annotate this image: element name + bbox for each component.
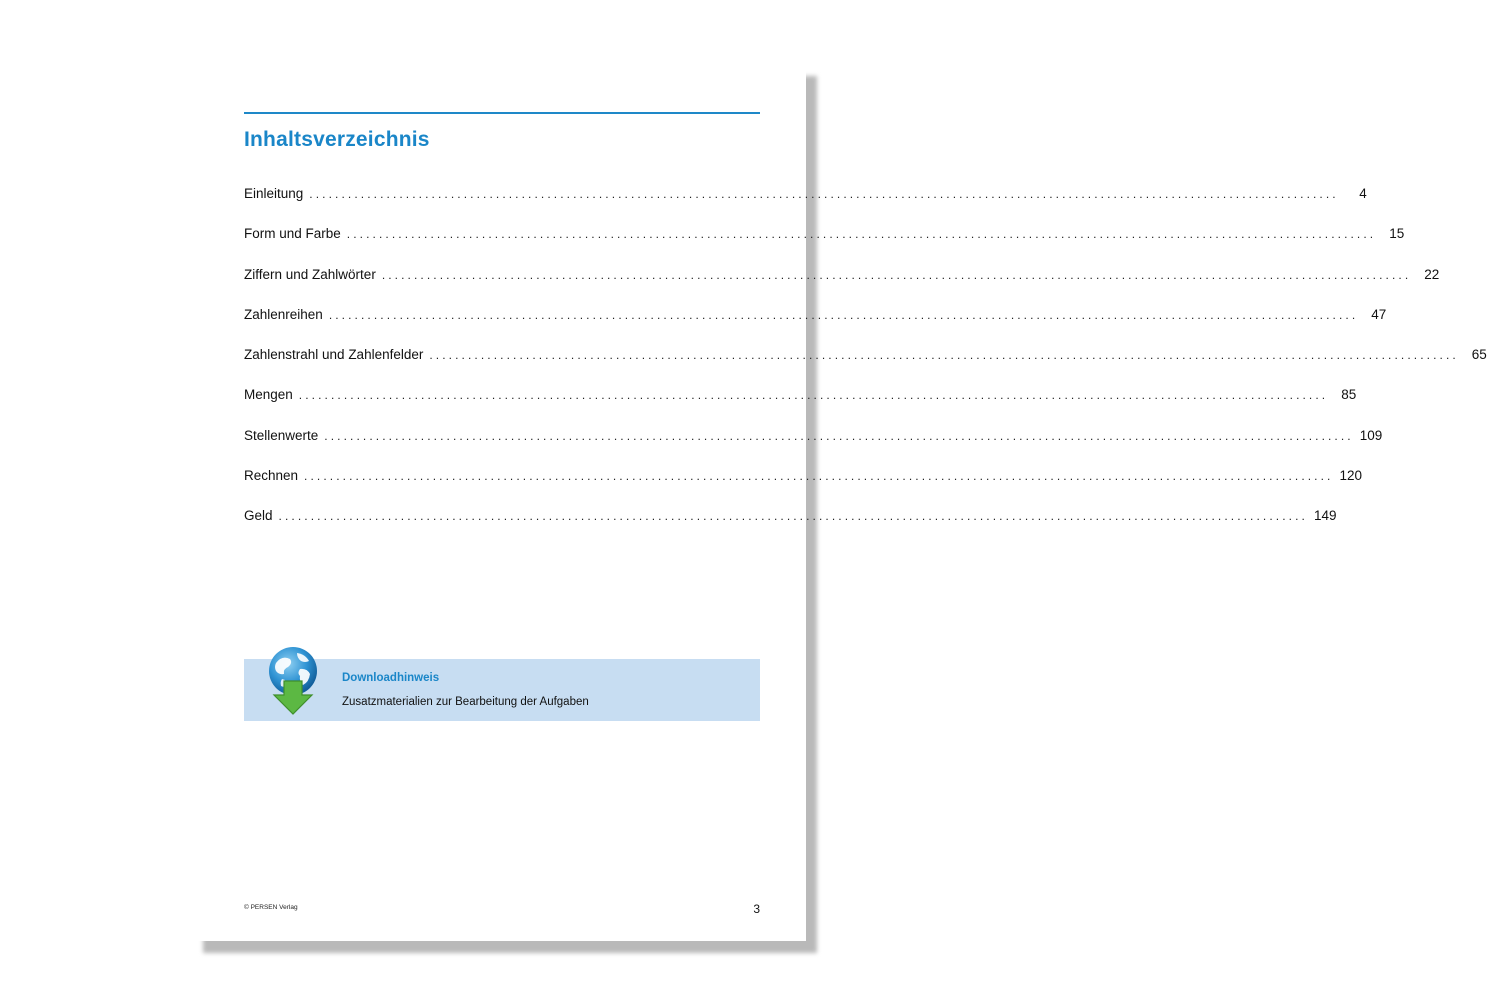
toc-leader-dots: ................................................................................................................................................................ <box>429 348 1459 363</box>
toc-entry-rechnen[interactable] <box>244 468 1363 508</box>
toc-entry-page: 109 <box>1359 427 1383 443</box>
toc-entry-page: 120 <box>1339 468 1363 484</box>
download-title: Downloadhinweis <box>342 672 440 684</box>
toc-entry-zahlenreihen[interactable] <box>244 306 1387 347</box>
toc-leader-dots: ................................................................................................................................................................ <box>328 307 1359 322</box>
toc-leader-dots: ................................................................................................................................................................ <box>309 187 1339 201</box>
download-notice-box[interactable] <box>244 659 760 721</box>
page-title: Inhaltsverzeichnis <box>244 128 430 151</box>
toc-leader-dots: ................................................................................................................................................................ <box>346 227 1377 242</box>
toc-entry-label: Form und Farbe <box>244 226 341 242</box>
toc-leader-dots: ................................................................................................................................................................ <box>298 388 1329 403</box>
toc-entry-geld[interactable] <box>244 508 1337 548</box>
toc-entry-page: 22 <box>1424 266 1440 282</box>
toc-entry-stellenwerte[interactable] <box>244 427 1383 468</box>
toc-entry-page: 4 <box>1359 186 1367 201</box>
toc-entry-label: Geld <box>244 508 273 524</box>
toc-leader-dots: ................................................................................................................................................................ <box>381 267 1412 282</box>
toc-leader-dots: ................................................................................................................................................................ <box>278 509 1308 524</box>
toc-leader-dots: ................................................................................................................................................................ <box>324 428 1354 443</box>
document-page <box>192 64 1487 941</box>
toc-entry-zahlenstrahl[interactable] <box>244 347 1487 387</box>
toc-entry-page: 15 <box>1389 226 1405 242</box>
toc-entry-label: Ziffern und Zahlwörter <box>244 266 376 282</box>
toc-leader-dots: ................................................................................................................................................................ <box>304 469 1334 484</box>
toc-entry-label: Zahlenreihen <box>244 306 323 322</box>
toc-entry-page: 65 <box>1471 347 1487 363</box>
toc-entry-form-und-farbe[interactable] <box>244 226 1405 266</box>
download-description: Zusatzmaterialien zur Bearbeitung der Aufgaben <box>342 696 589 708</box>
toc-entry-ziffern-und-zahlwoerter[interactable] <box>244 266 1440 307</box>
toc-entry-label: Rechnen <box>244 468 299 484</box>
footer-page-number: 3 <box>753 902 760 916</box>
toc-entry-label: Mengen <box>244 387 293 403</box>
toc-entry-mengen[interactable] <box>244 387 1357 427</box>
toc-entry-page: 149 <box>1313 508 1337 524</box>
toc-entry-page: 85 <box>1341 387 1357 403</box>
globe-download-icon <box>264 645 324 717</box>
toc-entry-einleitung[interactable] <box>244 186 1367 226</box>
toc-entry-label: Stellenwerte <box>244 427 319 443</box>
toc-entry-label: Einleitung <box>244 186 304 201</box>
table-of-contents <box>244 186 1487 549</box>
footer-copyright: © PERSEN Verlag <box>244 904 298 911</box>
toc-entry-page: 47 <box>1371 306 1387 322</box>
toc-entry-label: Zahlenstrahl und Zahlenfelder <box>244 347 424 363</box>
top-rule <box>244 112 760 114</box>
